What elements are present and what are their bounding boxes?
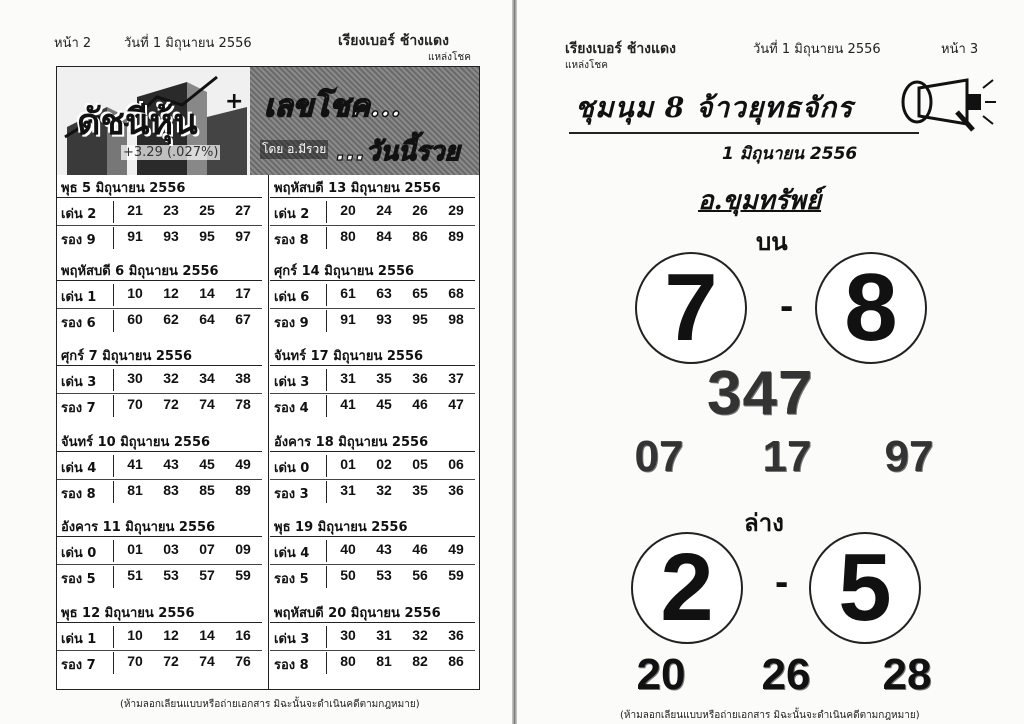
bottom-digit-circle-1 — [631, 532, 743, 644]
lottery-number: 74 — [199, 396, 215, 412]
row-separator — [113, 566, 114, 588]
row-label: เด่น 3 — [61, 375, 97, 390]
stock-index-title: ดัชนีหุ้น — [77, 101, 198, 143]
row-label: รอง 7 — [61, 401, 96, 416]
lottery-number: 06 — [448, 456, 464, 472]
lottery-number: 16 — [235, 627, 251, 643]
lottery-number: 09 — [235, 541, 251, 557]
stock-index-banner — [57, 67, 250, 175]
top-pair-2: 17 — [762, 432, 812, 481]
top-pair-1: 07 — [634, 432, 684, 481]
lottery-number: 10 — [127, 627, 143, 643]
number-row — [57, 393, 262, 419]
row-separator — [326, 284, 327, 306]
lottery-number: 12 — [163, 285, 179, 301]
lucky-number-title: เลขโชค... — [264, 89, 402, 124]
row-label: รอง 5 — [274, 572, 309, 587]
lottery-number: 67 — [235, 311, 251, 327]
day-title-rule — [270, 280, 475, 281]
lottery-number: 24 — [376, 202, 392, 218]
day-title: พฤหัสบดี 6 มิถุนายน 2556 — [61, 264, 219, 279]
day-title-rule — [57, 622, 262, 623]
bottom-digit-2: 5 — [838, 534, 892, 641]
row-label: เด่น 6 — [274, 290, 310, 305]
day-title: อังคาร 11 มิถุนายน 2556 — [61, 520, 216, 535]
row-separator — [113, 455, 114, 477]
row-separator — [326, 652, 327, 674]
left-publisher-sub: แหล่งโชค — [428, 52, 471, 63]
number-row — [270, 564, 475, 590]
day-title-rule — [57, 536, 262, 537]
lottery-number: 21 — [127, 202, 143, 218]
lottery-number: 30 — [127, 370, 143, 386]
lottery-number: 32 — [163, 370, 179, 386]
day-forecast — [57, 514, 262, 599]
lottery-number: 32 — [376, 482, 392, 498]
row-separator — [113, 310, 114, 332]
lottery-number: 53 — [163, 567, 179, 583]
lottery-number: 46 — [412, 541, 428, 557]
right-copyright-note: (ห้ามลอกเลียนแบบหรือถ่ายเอกสาร มิฉะนั้นจะดำเนินคดีตามกฎหมาย) — [620, 710, 920, 721]
lottery-number: 34 — [199, 370, 215, 386]
top-dash: - — [780, 284, 794, 328]
number-row — [57, 199, 262, 225]
lottery-number: 80 — [340, 653, 356, 669]
lottery-number: 40 — [340, 541, 356, 557]
lottery-number: 62 — [163, 311, 179, 327]
row-separator — [326, 395, 327, 417]
day-forecast — [270, 514, 475, 599]
day-forecast — [270, 175, 475, 260]
row-label: รอง 8 — [274, 233, 309, 248]
day-title-rule — [57, 365, 262, 366]
bottom-pair-2: 26 — [761, 650, 811, 699]
row-separator — [326, 626, 327, 648]
number-row — [270, 624, 475, 650]
top-pair-3: 97 — [884, 432, 934, 481]
lottery-number: 98 — [448, 311, 464, 327]
lottery-number: 89 — [448, 228, 464, 244]
lottery-number: 51 — [127, 567, 143, 583]
day-forecast — [57, 258, 262, 343]
day-forecast — [57, 600, 262, 685]
day-title: พุธ 5 มิถุนายน 2556 — [61, 181, 186, 196]
row-label: เด่น 0 — [274, 461, 310, 476]
headline-title: ชุมนุม 8 จ้าวยุทธจักร — [575, 91, 854, 124]
day-title-rule — [57, 280, 262, 281]
lottery-number: 50 — [340, 567, 356, 583]
row-separator — [113, 395, 114, 417]
day-forecast — [270, 429, 475, 514]
number-row — [57, 282, 262, 308]
lottery-number: 43 — [376, 541, 392, 557]
row-separator — [113, 481, 114, 503]
row-separator — [326, 310, 327, 332]
lottery-number: 91 — [127, 228, 143, 244]
lottery-number: 23 — [163, 202, 179, 218]
day-title: พุธ 19 มิถุนายน 2556 — [274, 520, 408, 535]
megaphone-icon — [897, 76, 997, 132]
lottery-number: 59 — [235, 567, 251, 583]
day-title-rule — [57, 197, 262, 198]
day-forecast — [270, 258, 475, 343]
lottery-number: 26 — [412, 202, 428, 218]
day-title: ศุกร์ 7 มิถุนายน 2556 — [61, 349, 193, 364]
lottery-number: 91 — [340, 311, 356, 327]
row-separator — [326, 566, 327, 588]
lottery-number: 45 — [199, 456, 215, 472]
number-row — [270, 479, 475, 505]
lottery-number: 68 — [448, 285, 464, 301]
lottery-number: 49 — [448, 541, 464, 557]
number-row — [57, 225, 262, 251]
top-digit-circle-2 — [815, 252, 927, 364]
lottery-number: 59 — [448, 567, 464, 583]
lottery-number: 64 — [199, 311, 215, 327]
lottery-number: 05 — [412, 456, 428, 472]
lottery-number: 35 — [376, 370, 392, 386]
lottery-number: 29 — [448, 202, 464, 218]
number-row — [57, 538, 262, 564]
lucky-number-banner — [250, 67, 479, 175]
day-forecast — [270, 600, 475, 685]
day-title: จันทร์ 17 มิถุนายน 2556 — [274, 349, 424, 364]
row-label: เด่น 1 — [61, 290, 97, 305]
day-title: จันทร์ 10 มิถุนายน 2556 — [61, 435, 211, 450]
stock-index-change: +3.29 (.027%) — [123, 145, 219, 160]
row-label: รอง 5 — [61, 572, 96, 587]
row-separator — [326, 540, 327, 562]
lottery-number: 74 — [199, 653, 215, 669]
lottery-number: 38 — [235, 370, 251, 386]
lottery-forecast-box — [56, 66, 480, 690]
right-page-date: วันที่ 1 มิถุนายน 2556 — [753, 42, 881, 57]
lottery-number: 76 — [235, 653, 251, 669]
lottery-number: 47 — [448, 396, 464, 412]
lottery-number: 81 — [376, 653, 392, 669]
number-row — [270, 199, 475, 225]
number-row — [57, 308, 262, 334]
number-row — [270, 225, 475, 251]
row-label: รอง 3 — [274, 487, 309, 502]
day-forecast — [57, 343, 262, 428]
number-row — [57, 367, 262, 393]
lucky-number-author: โดย อ.มีรวย — [260, 140, 328, 159]
stock-index-plus: + — [225, 89, 244, 114]
left-page-date: วันที่ 1 มิถุนายน 2556 — [124, 36, 252, 51]
day-forecast — [57, 175, 262, 260]
left-copyright-note: (ห้ามลอกเลียนแบบหรือถ่ายเอกสาร มิฉะนั้นจะดำเนินคดีตามกฎหมาย) — [120, 699, 420, 710]
lottery-number: 07 — [199, 541, 215, 557]
row-separator — [113, 652, 114, 674]
lottery-number: 01 — [127, 541, 143, 557]
column-divider — [268, 175, 269, 689]
row-separator — [113, 227, 114, 249]
lottery-number: 01 — [340, 456, 356, 472]
lottery-number: 80 — [340, 228, 356, 244]
number-row — [57, 453, 262, 479]
lottery-number: 45 — [376, 396, 392, 412]
row-label: รอง 8 — [274, 658, 309, 673]
three-digit-number: 347 — [707, 359, 814, 428]
top-digit-2: 8 — [844, 254, 898, 361]
lottery-number: 85 — [199, 482, 215, 498]
lottery-number: 31 — [340, 482, 356, 498]
lottery-number: 60 — [127, 311, 143, 327]
lottery-number: 53 — [376, 567, 392, 583]
number-row — [57, 479, 262, 505]
row-separator — [326, 369, 327, 391]
lottery-number: 56 — [412, 567, 428, 583]
lottery-number: 36 — [448, 482, 464, 498]
bottom-dash: - — [775, 560, 789, 604]
row-label: เด่น 0 — [61, 546, 97, 561]
number-row — [270, 393, 475, 419]
row-separator — [326, 201, 327, 223]
lottery-number: 31 — [376, 627, 392, 643]
lottery-number: 72 — [163, 653, 179, 669]
lottery-number: 12 — [163, 627, 179, 643]
row-label: เด่น 3 — [274, 375, 310, 390]
row-separator — [326, 481, 327, 503]
day-title-rule — [270, 622, 475, 623]
day-title: อังคาร 18 มิถุนายน 2556 — [274, 435, 429, 450]
lottery-number: 46 — [412, 396, 428, 412]
lottery-number: 89 — [235, 482, 251, 498]
lottery-number: 14 — [199, 285, 215, 301]
day-forecast — [270, 343, 475, 428]
lottery-number: 86 — [448, 653, 464, 669]
day-title: พฤหัสบดี 20 มิถุนายน 2556 — [274, 606, 441, 621]
lottery-number: 63 — [376, 285, 392, 301]
number-row — [57, 650, 262, 676]
day-title: ศุกร์ 14 มิถุนายน 2556 — [274, 264, 415, 279]
row-separator — [113, 540, 114, 562]
day-title-rule — [270, 365, 475, 366]
number-row — [57, 624, 262, 650]
day-title-rule — [270, 197, 475, 198]
top-digit-circle-1 — [635, 252, 747, 364]
row-label: รอง 9 — [274, 316, 309, 331]
lottery-number: 84 — [376, 228, 392, 244]
row-label: เด่น 2 — [274, 207, 310, 222]
lottery-number: 86 — [412, 228, 428, 244]
lottery-number: 41 — [340, 396, 356, 412]
number-row — [270, 650, 475, 676]
row-separator — [326, 227, 327, 249]
lottery-number: 82 — [412, 653, 428, 669]
lottery-number: 43 — [163, 456, 179, 472]
day-title-rule — [270, 451, 475, 452]
number-row — [270, 282, 475, 308]
author-name: อ.ขุมทรัพย์ — [698, 186, 822, 216]
lottery-number: 97 — [235, 228, 251, 244]
top-digit-1: 7 — [664, 254, 718, 361]
number-row — [57, 564, 262, 590]
day-title: พุธ 12 มิถุนายน 2556 — [61, 606, 195, 621]
row-label: รอง 9 — [61, 233, 96, 248]
lottery-number: 72 — [163, 396, 179, 412]
lottery-number: 03 — [163, 541, 179, 557]
lucky-number-slogan: ...วันนี้รวย — [336, 137, 460, 167]
row-separator — [326, 455, 327, 477]
lottery-number: 31 — [340, 370, 356, 386]
row-label: เด่น 4 — [61, 461, 97, 476]
lottery-number: 27 — [235, 202, 251, 218]
lottery-number: 20 — [340, 202, 356, 218]
lottery-number: 36 — [412, 370, 428, 386]
lottery-number: 81 — [127, 482, 143, 498]
lottery-number: 57 — [199, 567, 215, 583]
left-page-number: หน้า 2 — [54, 36, 92, 51]
bottom-digit-circle-2 — [809, 532, 921, 644]
number-row — [270, 538, 475, 564]
row-separator — [113, 284, 114, 306]
top-section-label: บน — [756, 228, 788, 256]
day-title-rule — [270, 536, 475, 537]
right-publisher: เรียงเบอร์ ช้างแดง — [565, 41, 676, 57]
lottery-number: 78 — [235, 396, 251, 412]
lottery-number: 65 — [412, 285, 428, 301]
lottery-number: 17 — [235, 285, 251, 301]
lottery-number: 36 — [448, 627, 464, 643]
lottery-number: 41 — [127, 456, 143, 472]
lottery-number: 95 — [199, 228, 215, 244]
lottery-number: 70 — [127, 653, 143, 669]
lottery-number: 02 — [376, 456, 392, 472]
row-label: รอง 4 — [274, 401, 309, 416]
bottom-pair-3: 28 — [882, 650, 932, 699]
bottom-digit-1: 2 — [660, 534, 714, 641]
row-label: เด่น 4 — [274, 546, 310, 561]
lottery-number: 83 — [163, 482, 179, 498]
lottery-number: 61 — [340, 285, 356, 301]
day-forecast — [57, 429, 262, 514]
lottery-number: 30 — [340, 627, 356, 643]
row-label: รอง 6 — [61, 316, 96, 331]
right-page — [517, 0, 1024, 724]
day-title-rule — [57, 451, 262, 452]
lottery-number: 14 — [199, 627, 215, 643]
lottery-number: 10 — [127, 285, 143, 301]
row-label: เด่น 1 — [61, 632, 97, 647]
row-label: รอง 7 — [61, 658, 96, 673]
lottery-number: 95 — [412, 311, 428, 327]
number-row — [270, 308, 475, 334]
lottery-number: 93 — [163, 228, 179, 244]
right-page-number: หน้า 3 — [941, 42, 979, 57]
row-separator — [113, 369, 114, 391]
left-publisher: เรียงเบอร์ ช้างแดง — [338, 33, 449, 49]
row-separator — [113, 626, 114, 648]
row-label: รอง 8 — [61, 487, 96, 502]
bottom-pair-1: 20 — [636, 650, 686, 699]
headline-date: 1 มิถุนายน 2556 — [722, 144, 858, 164]
lottery-number: 93 — [376, 311, 392, 327]
right-publisher-sub: แหล่งโชค — [565, 60, 608, 71]
lottery-number: 49 — [235, 456, 251, 472]
row-separator — [113, 201, 114, 223]
row-label: เด่น 3 — [274, 632, 310, 647]
lottery-number: 37 — [448, 370, 464, 386]
headline-underline — [569, 132, 919, 134]
lottery-number: 35 — [412, 482, 428, 498]
lottery-number: 32 — [412, 627, 428, 643]
bottom-section-label: ล่าง — [744, 509, 784, 537]
lottery-number: 25 — [199, 202, 215, 218]
number-row — [270, 367, 475, 393]
number-row — [270, 453, 475, 479]
day-title: พฤหัสบดี 13 มิถุนายน 2556 — [274, 181, 441, 196]
row-label: เด่น 2 — [61, 207, 97, 222]
lottery-number: 70 — [127, 396, 143, 412]
